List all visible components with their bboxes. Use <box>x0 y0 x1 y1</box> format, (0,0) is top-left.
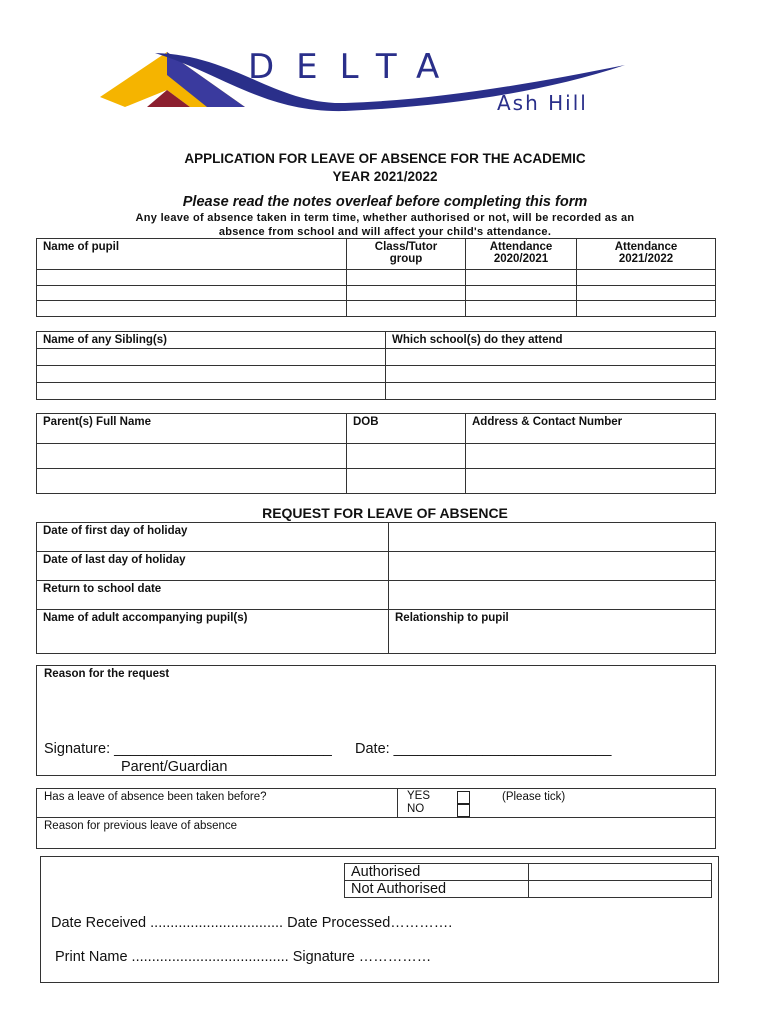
reason-label: Reason for the request <box>44 668 170 680</box>
form-title-line1: APPLICATION FOR LEAVE OF ABSENCE FOR THE ACADEMIC <box>184 151 586 166</box>
pupil-table <box>36 238 716 317</box>
signature-line[interactable]: Signature: ___________________________ <box>44 741 332 757</box>
return-date-label: Return to school date <box>37 581 389 610</box>
sibling-table <box>36 331 716 400</box>
no-checkbox[interactable] <box>457 804 470 817</box>
attendance-2021-header: Attendance 2021/2022 <box>577 239 716 270</box>
adult-label: Name of adult accompanying pupil(s) <box>37 610 389 654</box>
not-authorised-field[interactable] <box>529 881 712 898</box>
instruction: Please read the notes overleaf before completing this form <box>182 194 588 210</box>
notice-line2: absence from school and will affect your child's attendance. <box>218 226 552 238</box>
relationship-label: Relationship to pupil <box>389 610 716 654</box>
pupil-row-cell[interactable] <box>37 286 347 301</box>
parent-name-header: Parent(s) Full Name <box>37 414 347 444</box>
reason-box[interactable] <box>36 665 716 776</box>
pupil-name-header: Name of pupil <box>37 239 347 270</box>
return-date-field[interactable] <box>389 581 716 610</box>
request-heading: REQUEST FOR LEAVE OF ABSENCE <box>262 505 508 521</box>
logo-sub: Ash Hill <box>497 91 588 115</box>
authorised-field[interactable] <box>529 864 712 881</box>
date-received-line[interactable]: Date Received ................................. Date Processed…………. <box>51 915 453 931</box>
pupil-row-cell[interactable] <box>37 270 347 286</box>
previous-leave-box <box>36 788 716 849</box>
dob-header: DOB <box>347 414 466 444</box>
delta-logo <box>95 45 635 125</box>
previous-leave-question: Has a leave of absence been taken before? <box>44 791 267 803</box>
first-day-label: Date of first day of holiday <box>37 523 389 552</box>
request-table <box>36 522 716 654</box>
yes-checkbox[interactable] <box>457 791 470 804</box>
notice-line1: Any leave of absence taken in term time, whether authorised or not, will be recorded as an <box>135 212 635 224</box>
print-name-line[interactable]: Print Name ....................................... Signature …………… <box>55 949 432 965</box>
please-tick-label: (Please tick) <box>502 791 566 803</box>
attendance-2020-header: Attendance 2020/2021 <box>466 239 577 270</box>
no-label: NO <box>407 803 425 815</box>
parent-table <box>36 413 716 494</box>
logo-brand: DELTA <box>248 47 462 87</box>
class-header: Class/Tutor group <box>347 239 466 270</box>
sibling-name-header: Name of any Sibling(s) <box>37 332 386 349</box>
address-header: Address & Contact Number <box>466 414 716 444</box>
date-line[interactable]: Date: ___________________________ <box>355 741 612 757</box>
not-authorised-label: Not Authorised <box>345 881 529 898</box>
pupil-row-cell[interactable] <box>37 301 347 317</box>
previous-reason-label: Reason for previous leave of absence <box>44 820 238 832</box>
office-use-box <box>40 856 719 983</box>
last-day-field[interactable] <box>389 552 716 581</box>
parent-guardian-label: Parent/Guardian <box>121 759 228 775</box>
authorised-label: Authorised <box>345 864 529 881</box>
first-day-field[interactable] <box>389 523 716 552</box>
sibling-school-header: Which school(s) do they attend <box>386 332 716 349</box>
yes-label: YES <box>407 790 431 802</box>
last-day-label: Date of last day of holiday <box>37 552 389 581</box>
authorisation-table <box>344 863 712 898</box>
form-title-line2: YEAR 2021/2022 <box>332 169 438 184</box>
